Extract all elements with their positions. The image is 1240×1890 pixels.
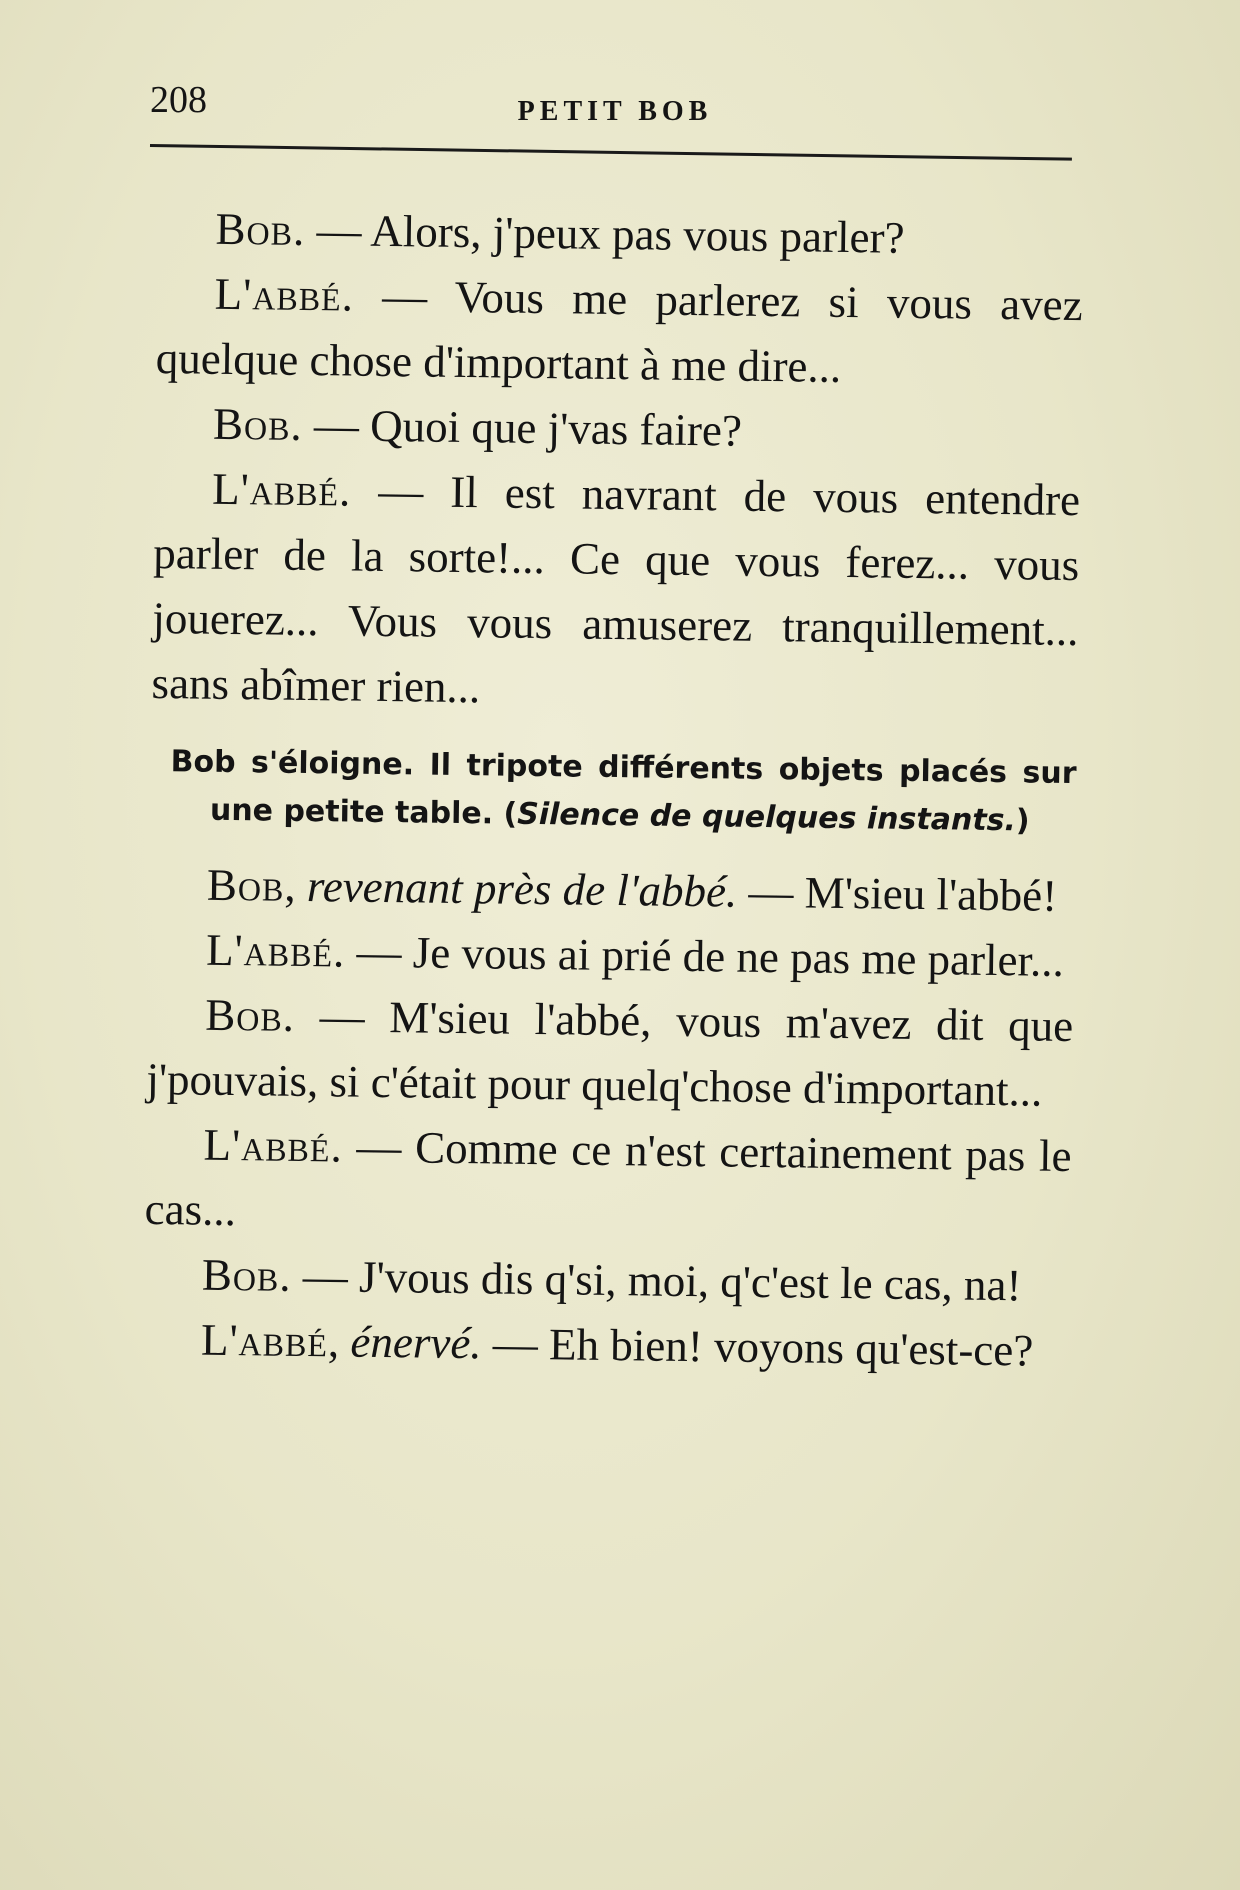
speech: Il est navrant de vous entendre parler de la sorte!... Ce que vous ferez... vous jouerez... Vous vous amuserez tranquillement... sans abîmer rien... — [151, 466, 1081, 713]
speech: Vous me parlerez si vous avez quelque chose d'important à me dire... — [155, 271, 1083, 392]
dialogue-line: L'abbé, énervé. — Eh bien! voyons qu'est-ce? — [200, 1314, 1034, 1376]
speech: Comme ce n'est certainement pas le cas... — [144, 1122, 1072, 1236]
speech: Eh bien! voyons qu'est-ce? — [548, 1319, 1034, 1376]
dialogue-line: L'abbé. — Il est navrant de vous entendre parler de la sorte!... Ce que vous ferez... vous jouerez... Vous vous amuserez tranquillement... sans abîmer rien... — [151, 463, 1081, 713]
stage-direction-italic: Silence de quelques instants. — [517, 796, 1017, 839]
speech: Alors, j'peux pas vous parler? — [369, 205, 905, 263]
direction: revenant près de l'abbé. — [306, 861, 738, 917]
speaker: Bob. — [204, 989, 296, 1041]
speech: J'vous dis q'si, moi, q'c'est le cas, na! — [358, 1251, 1022, 1311]
dialogue-line: Bob. — J'vous dis q'si, moi, q'c'est le cas, na! — [201, 1249, 1022, 1311]
dialogue-line: Bob. — Quoi que j'vas faire? — [212, 398, 743, 456]
speech: M'sieu l'abbé, vous m'avez dit que j'pouvais, si c'était pour quelq'chose d'important... — [146, 992, 1074, 1116]
dialogue-line: Bob, revenant près de l'abbé. — M'sieu l'abbé! — [206, 859, 1058, 921]
speaker: Bob. — [201, 1249, 292, 1301]
speaker: L'abbé. — [205, 924, 346, 977]
stage-direction-text: Bob s'éloigne. Il tripote différents objets placés sur une petite table. — [170, 744, 1077, 832]
header-rule — [150, 144, 1072, 161]
speaker: Bob. — [212, 398, 304, 450]
dialogue-line: L'abbé. — Je vous ai prié de ne pas me parler... — [205, 924, 1065, 986]
dialogue-line: L'abbé. — Comme ce n'est certainement pas le cas... — [144, 1119, 1072, 1236]
dialogue-line: Bob. — Alors, j'peux pas vous parler? — [215, 203, 905, 263]
speaker: Bob — [206, 859, 285, 911]
direction: énervé. — [350, 1316, 482, 1369]
running-title: PETIT BOB — [517, 96, 713, 127]
speech: Quoi que j'vas faire? — [369, 400, 743, 456]
page-body — [143, 196, 1084, 1384]
stage-direction: Bob s'éloigne. Il tripote différents objets placés sur une petite table. (Silence de quelques instants.) — [170, 744, 1077, 839]
speaker: L'abbé — [200, 1314, 329, 1367]
speaker: L'abbé. — [214, 268, 355, 321]
dialogue-line: Bob. — M'sieu l'abbé, vous m'avez dit que j'pouvais, si c'était pour quelq'chose d'important... — [146, 989, 1074, 1116]
dialogue-line: L'abbé. — Vous me parlerez si vous avez quelque chose d'important à me dire... — [155, 268, 1083, 392]
speaker: Bob. — [215, 203, 306, 255]
speaker: L'abbé. — [211, 463, 352, 516]
speaker: L'abbé. — [203, 1119, 344, 1172]
page-number: 208 — [150, 79, 207, 121]
speech: Je vous ai prié de ne pas me parler... — [412, 927, 1065, 986]
speech: M'sieu l'abbé! — [804, 867, 1058, 921]
